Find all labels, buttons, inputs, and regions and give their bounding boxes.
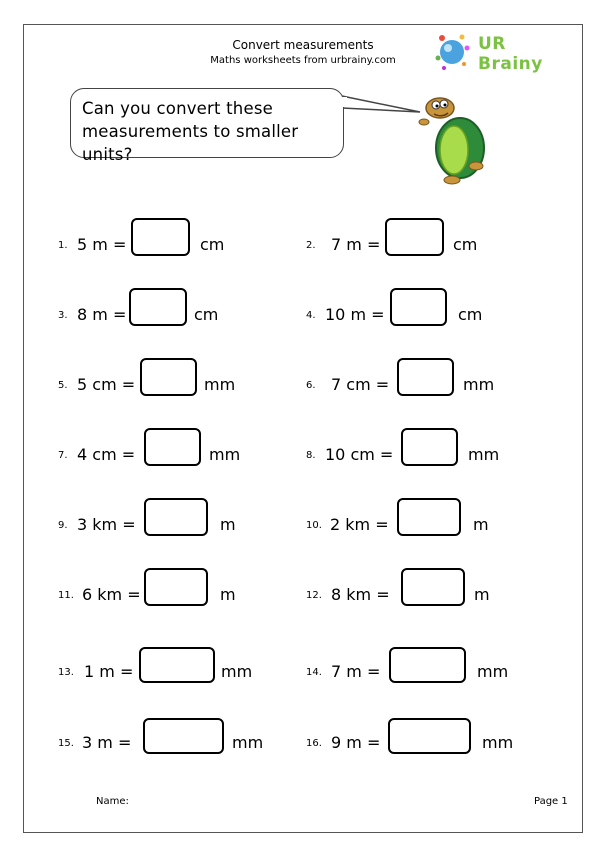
question-number: 13. <box>58 667 74 678</box>
answer-unit: mm <box>468 445 500 464</box>
answer-unit: mm <box>482 733 514 752</box>
answer-box[interactable] <box>385 218 444 256</box>
question-number: 14. <box>306 667 322 678</box>
question-number: 5. <box>58 380 68 391</box>
page-title: Convert measurements <box>232 38 374 52</box>
question-expression: 8 m = <box>77 305 127 324</box>
question-number: 4. <box>306 310 316 321</box>
question-expression: 1 m = <box>84 662 134 681</box>
page-subtitle: Maths worksheets from urbrainy.com <box>210 55 396 66</box>
question-expression: 7 cm = <box>331 375 390 394</box>
question-number: 6. <box>306 380 316 391</box>
answer-unit: cm <box>458 305 483 324</box>
question-12 <box>0 568 606 608</box>
bubble-line-1: Can you convert these <box>82 99 273 118</box>
answer-box[interactable] <box>401 568 465 606</box>
question-expression: 10 m = <box>325 305 385 324</box>
question-number: 15. <box>58 738 74 749</box>
speech-bubble-text <box>82 97 342 166</box>
question-16 <box>0 716 606 756</box>
question-4 <box>0 288 606 328</box>
answer-unit: m <box>220 515 236 534</box>
answer-unit: cm <box>200 235 225 254</box>
bubble-line-2: measurements to smaller units? <box>82 122 299 164</box>
question-expression: 7 m = <box>331 235 381 254</box>
question-number: 7. <box>58 450 68 461</box>
question-expression: 3 m = <box>82 733 132 752</box>
question-number: 9. <box>58 520 68 531</box>
question-expression: 10 cm = <box>325 445 394 464</box>
question-number: 3. <box>58 310 68 321</box>
answer-unit: mm <box>209 445 241 464</box>
answer-box[interactable] <box>388 718 471 754</box>
answer-box[interactable] <box>390 288 447 326</box>
answer-unit: m <box>220 585 236 604</box>
question-6 <box>0 358 606 398</box>
question-number: 12. <box>306 590 322 601</box>
question-expression: 5 cm = <box>77 375 136 394</box>
question-expression: 7 m = <box>331 662 381 681</box>
question-8 <box>0 428 606 468</box>
question-expression: 8 km = <box>331 585 390 604</box>
answer-unit: m <box>474 585 490 604</box>
answer-unit: cm <box>194 305 219 324</box>
question-2 <box>0 218 606 258</box>
question-14 <box>0 645 606 685</box>
question-number: 11. <box>58 590 74 601</box>
answer-box[interactable] <box>389 647 466 683</box>
answer-unit: mm <box>232 733 264 752</box>
answer-box[interactable] <box>397 358 454 396</box>
question-10 <box>0 498 606 538</box>
question-number: 10. <box>306 520 322 531</box>
question-number: 1. <box>58 240 68 251</box>
answer-box[interactable] <box>401 428 458 466</box>
turtle-mascot-icon <box>410 90 490 190</box>
answer-box[interactable] <box>397 498 461 536</box>
answer-unit: mm <box>221 662 253 681</box>
question-expression: 4 cm = <box>77 445 136 464</box>
question-expression: 6 km = <box>82 585 141 604</box>
question-expression: 5 m = <box>77 235 127 254</box>
question-number: 8. <box>306 450 316 461</box>
question-number: 2. <box>306 240 316 251</box>
answer-unit: m <box>473 515 489 534</box>
name-label: Name: <box>96 796 129 807</box>
question-expression: 3 km = <box>77 515 136 534</box>
page-number: Page 1 <box>534 796 568 807</box>
logo-text: UR Brainy <box>478 34 543 74</box>
answer-unit: cm <box>453 235 478 254</box>
question-number: 16. <box>306 738 322 749</box>
question-expression: 9 m = <box>331 733 381 752</box>
answer-unit: mm <box>463 375 495 394</box>
answer-unit: mm <box>204 375 236 394</box>
question-expression: 2 km = <box>330 515 389 534</box>
answer-unit: mm <box>477 662 509 681</box>
